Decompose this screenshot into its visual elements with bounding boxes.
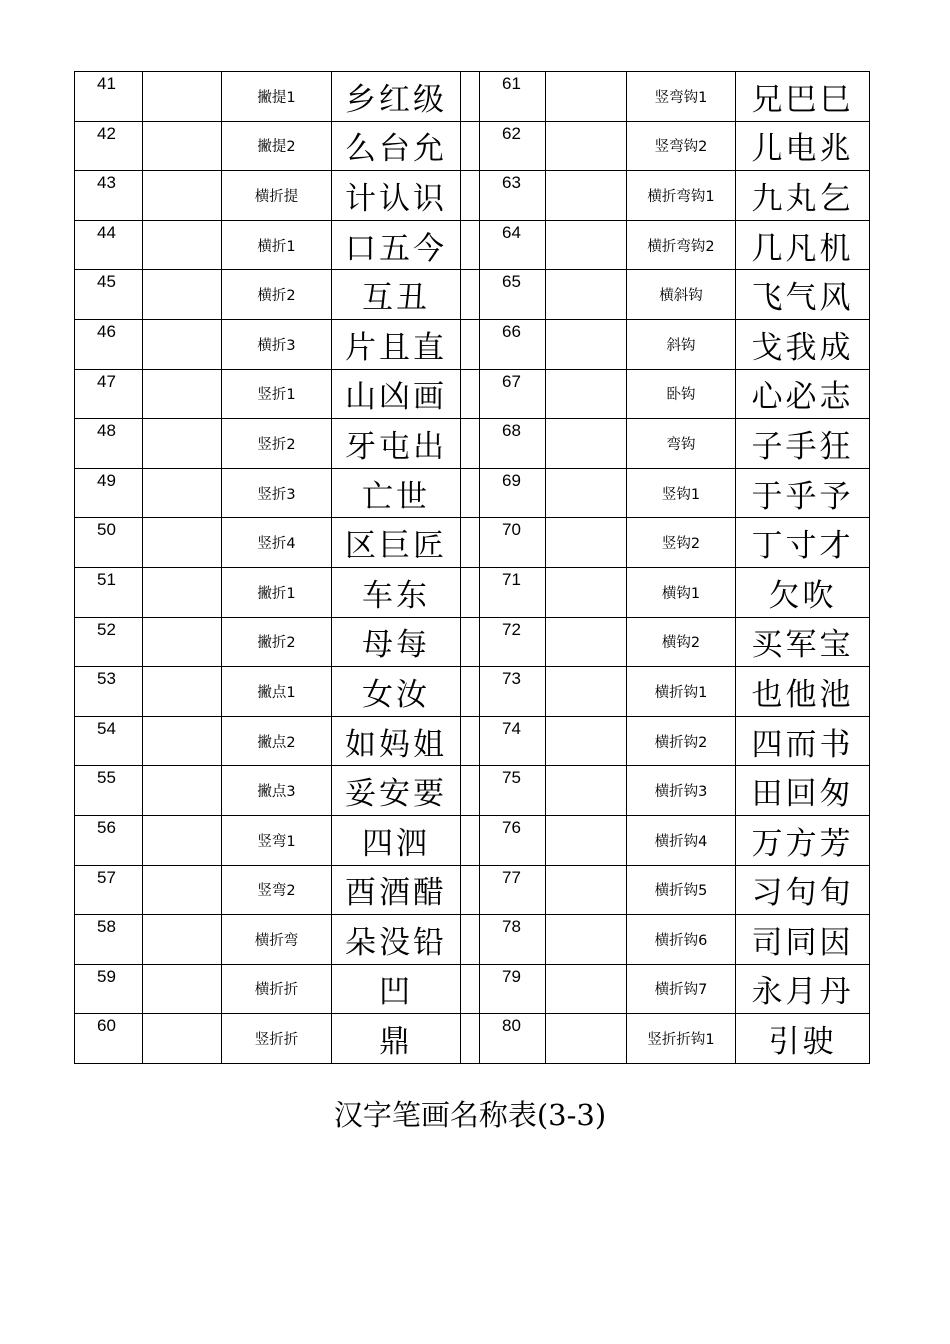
stroke-name-left: 撇点1 bbox=[222, 667, 332, 717]
example-chars-right: 飞气风 bbox=[736, 270, 870, 320]
stroke-number-right: 71 bbox=[480, 567, 546, 617]
column-gap bbox=[461, 419, 480, 469]
stroke-number-left: 59 bbox=[75, 964, 143, 1014]
blank-cell-left bbox=[143, 468, 222, 518]
stroke-number-left: 50 bbox=[75, 518, 143, 568]
table-row bbox=[75, 567, 870, 617]
table-row bbox=[75, 171, 870, 221]
blank-cell-right bbox=[546, 419, 627, 469]
example-chars-right: 兄巴巳 bbox=[736, 72, 870, 122]
stroke-name-right: 弯钩 bbox=[627, 419, 736, 469]
stroke-number-right: 61 bbox=[480, 72, 546, 122]
table-row bbox=[75, 766, 870, 816]
blank-cell-right bbox=[546, 716, 627, 766]
stroke-number-right: 80 bbox=[480, 1014, 546, 1064]
stroke-number-left: 60 bbox=[75, 1014, 143, 1064]
stroke-name-left: 撇折1 bbox=[222, 567, 332, 617]
stroke-name-right: 横折钩7 bbox=[627, 964, 736, 1014]
example-chars-left: 母每 bbox=[332, 617, 461, 667]
example-chars-right: 买军宝 bbox=[736, 617, 870, 667]
blank-cell-right bbox=[546, 270, 627, 320]
stroke-name-left: 横折折 bbox=[222, 964, 332, 1014]
example-chars-left: 凹 bbox=[332, 964, 461, 1014]
example-chars-left: 牙屯出 bbox=[332, 419, 461, 469]
stroke-number-right: 75 bbox=[480, 766, 546, 816]
blank-cell-right bbox=[546, 766, 627, 816]
stroke-number-left: 49 bbox=[75, 468, 143, 518]
blank-cell-right bbox=[546, 815, 627, 865]
blank-cell-right bbox=[546, 915, 627, 965]
stroke-number-right: 79 bbox=[480, 964, 546, 1014]
table-row bbox=[75, 1014, 870, 1064]
stroke-name-left: 撇折2 bbox=[222, 617, 332, 667]
stroke-number-right: 67 bbox=[480, 369, 546, 419]
column-gap bbox=[461, 1014, 480, 1064]
stroke-name-left: 横折3 bbox=[222, 319, 332, 369]
blank-cell-right bbox=[546, 964, 627, 1014]
blank-cell-left bbox=[143, 518, 222, 568]
stroke-name-left: 竖弯1 bbox=[222, 815, 332, 865]
stroke-number-left: 53 bbox=[75, 667, 143, 717]
stroke-name-right: 横折钩1 bbox=[627, 667, 736, 717]
stroke-number-left: 45 bbox=[75, 270, 143, 320]
stroke-name-right: 竖钩1 bbox=[627, 468, 736, 518]
column-gap bbox=[461, 617, 480, 667]
stroke-name-right: 横斜钩 bbox=[627, 270, 736, 320]
stroke-name-right: 横钩2 bbox=[627, 617, 736, 667]
stroke-number-left: 54 bbox=[75, 716, 143, 766]
table-row bbox=[75, 915, 870, 965]
example-chars-left: 四泗 bbox=[332, 815, 461, 865]
table-row bbox=[75, 270, 870, 320]
stroke-name-right: 卧钩 bbox=[627, 369, 736, 419]
stroke-name-right: 竖弯钩1 bbox=[627, 72, 736, 122]
stroke-number-right: 73 bbox=[480, 667, 546, 717]
stroke-number-left: 46 bbox=[75, 319, 143, 369]
stroke-name-right: 横折钩5 bbox=[627, 865, 736, 915]
example-chars-right: 习句旬 bbox=[736, 865, 870, 915]
example-chars-left: 口五今 bbox=[332, 220, 461, 270]
example-chars-right: 万方芳 bbox=[736, 815, 870, 865]
stroke-name-left: 竖折1 bbox=[222, 369, 332, 419]
example-chars-left: 互丑 bbox=[332, 270, 461, 320]
column-gap bbox=[461, 815, 480, 865]
stroke-number-left: 43 bbox=[75, 171, 143, 221]
blank-cell-left bbox=[143, 1014, 222, 1064]
stroke-number-right: 78 bbox=[480, 915, 546, 965]
stroke-name-table bbox=[74, 71, 870, 1064]
example-chars-left: 区巨匠 bbox=[332, 518, 461, 568]
blank-cell-right bbox=[546, 171, 627, 221]
stroke-number-left: 56 bbox=[75, 815, 143, 865]
blank-cell-left bbox=[143, 72, 222, 122]
example-chars-left: 如妈姐 bbox=[332, 716, 461, 766]
stroke-name-right: 竖折折钩1 bbox=[627, 1014, 736, 1064]
column-gap bbox=[461, 964, 480, 1014]
blank-cell-left bbox=[143, 220, 222, 270]
example-chars-left: 山凶画 bbox=[332, 369, 461, 419]
stroke-name-right: 斜钩 bbox=[627, 319, 736, 369]
example-chars-right: 四而书 bbox=[736, 716, 870, 766]
table-row bbox=[75, 617, 870, 667]
blank-cell-left bbox=[143, 815, 222, 865]
column-gap bbox=[461, 766, 480, 816]
column-gap bbox=[461, 667, 480, 717]
stroke-number-right: 70 bbox=[480, 518, 546, 568]
blank-cell-right bbox=[546, 72, 627, 122]
column-gap bbox=[461, 518, 480, 568]
stroke-number-left: 57 bbox=[75, 865, 143, 915]
column-gap bbox=[461, 468, 480, 518]
example-chars-right: 丁寸才 bbox=[736, 518, 870, 568]
blank-cell-right bbox=[546, 617, 627, 667]
blank-cell-left bbox=[143, 369, 222, 419]
blank-cell-left bbox=[143, 667, 222, 717]
blank-cell-right bbox=[546, 121, 627, 171]
blank-cell-left bbox=[143, 419, 222, 469]
stroke-number-right: 63 bbox=[480, 171, 546, 221]
blank-cell-right bbox=[546, 667, 627, 717]
column-gap bbox=[461, 220, 480, 270]
example-chars-right: 儿电兆 bbox=[736, 121, 870, 171]
stroke-number-right: 74 bbox=[480, 716, 546, 766]
stroke-number-left: 41 bbox=[75, 72, 143, 122]
column-gap bbox=[461, 72, 480, 122]
column-gap bbox=[461, 270, 480, 320]
stroke-number-left: 42 bbox=[75, 121, 143, 171]
table-row bbox=[75, 369, 870, 419]
blank-cell-right bbox=[546, 220, 627, 270]
table-row bbox=[75, 121, 870, 171]
blank-cell-left bbox=[143, 121, 222, 171]
stroke-name-left: 横折1 bbox=[222, 220, 332, 270]
stroke-number-right: 68 bbox=[480, 419, 546, 469]
stroke-name-left: 竖折折 bbox=[222, 1014, 332, 1064]
stroke-number-right: 77 bbox=[480, 865, 546, 915]
stroke-name-left: 撇点2 bbox=[222, 716, 332, 766]
stroke-name-left: 撇提2 bbox=[222, 121, 332, 171]
stroke-number-right: 66 bbox=[480, 319, 546, 369]
example-chars-right: 永月丹 bbox=[736, 964, 870, 1014]
stroke-number-right: 72 bbox=[480, 617, 546, 667]
table-row bbox=[75, 419, 870, 469]
stroke-number-left: 48 bbox=[75, 419, 143, 469]
blank-cell-left bbox=[143, 270, 222, 320]
example-chars-right: 引驶 bbox=[736, 1014, 870, 1064]
example-chars-right: 戈我成 bbox=[736, 319, 870, 369]
table-body bbox=[75, 72, 870, 1064]
blank-cell-left bbox=[143, 915, 222, 965]
example-chars-left: 么台允 bbox=[332, 121, 461, 171]
stroke-number-left: 47 bbox=[75, 369, 143, 419]
stroke-name-right: 横折钩2 bbox=[627, 716, 736, 766]
blank-cell-right bbox=[546, 319, 627, 369]
stroke-name-right: 竖钩2 bbox=[627, 518, 736, 568]
example-chars-right: 九丸乞 bbox=[736, 171, 870, 221]
example-chars-left: 亡世 bbox=[332, 468, 461, 518]
blank-cell-left bbox=[143, 865, 222, 915]
table-row bbox=[75, 468, 870, 518]
example-chars-right: 田回匆 bbox=[736, 766, 870, 816]
stroke-name-left: 竖弯2 bbox=[222, 865, 332, 915]
example-chars-right: 欠吹 bbox=[736, 567, 870, 617]
table-row bbox=[75, 518, 870, 568]
example-chars-left: 鼎 bbox=[332, 1014, 461, 1064]
stroke-name-right: 竖弯钩2 bbox=[627, 121, 736, 171]
example-chars-left: 乡红级 bbox=[332, 72, 461, 122]
example-chars-left: 片且直 bbox=[332, 319, 461, 369]
column-gap bbox=[461, 865, 480, 915]
example-chars-right: 子手狂 bbox=[736, 419, 870, 469]
example-chars-right: 司同因 bbox=[736, 915, 870, 965]
stroke-name-right: 横钩1 bbox=[627, 567, 736, 617]
column-gap bbox=[461, 915, 480, 965]
stroke-number-right: 69 bbox=[480, 468, 546, 518]
stroke-number-right: 64 bbox=[480, 220, 546, 270]
stroke-name-right: 横折弯钩1 bbox=[627, 171, 736, 221]
stroke-number-right: 62 bbox=[480, 121, 546, 171]
blank-cell-left bbox=[143, 964, 222, 1014]
example-chars-left: 女汝 bbox=[332, 667, 461, 717]
table-row bbox=[75, 815, 870, 865]
stroke-number-left: 52 bbox=[75, 617, 143, 667]
example-chars-right: 心必志 bbox=[736, 369, 870, 419]
stroke-name-left: 横折2 bbox=[222, 270, 332, 320]
stroke-name-left: 竖折4 bbox=[222, 518, 332, 568]
column-gap bbox=[461, 319, 480, 369]
blank-cell-right bbox=[546, 567, 627, 617]
stroke-name-left: 横折弯 bbox=[222, 915, 332, 965]
stroke-number-right: 76 bbox=[480, 815, 546, 865]
example-chars-left: 妥安要 bbox=[332, 766, 461, 816]
example-chars-left: 车东 bbox=[332, 567, 461, 617]
stroke-name-left: 撇提1 bbox=[222, 72, 332, 122]
stroke-name-left: 撇点3 bbox=[222, 766, 332, 816]
table-row bbox=[75, 716, 870, 766]
example-chars-left: 计认识 bbox=[332, 171, 461, 221]
column-gap bbox=[461, 171, 480, 221]
table-caption: 汉字笔画名称表(3-3) bbox=[333, 1098, 607, 1132]
column-gap bbox=[461, 369, 480, 419]
stroke-name-right: 横折钩6 bbox=[627, 915, 736, 965]
example-chars-right: 于乎予 bbox=[736, 468, 870, 518]
table-row bbox=[75, 667, 870, 717]
column-gap bbox=[461, 567, 480, 617]
blank-cell-left bbox=[143, 171, 222, 221]
example-chars-left: 酉酒醋 bbox=[332, 865, 461, 915]
blank-cell-left bbox=[143, 319, 222, 369]
blank-cell-right bbox=[546, 369, 627, 419]
column-gap bbox=[461, 121, 480, 171]
stroke-name-left: 竖折3 bbox=[222, 468, 332, 518]
stroke-number-left: 51 bbox=[75, 567, 143, 617]
stroke-name-left: 横折提 bbox=[222, 171, 332, 221]
stroke-name-left: 竖折2 bbox=[222, 419, 332, 469]
blank-cell-right bbox=[546, 865, 627, 915]
column-gap bbox=[461, 716, 480, 766]
blank-cell-right bbox=[546, 518, 627, 568]
blank-cell-right bbox=[546, 468, 627, 518]
table-row bbox=[75, 72, 870, 122]
blank-cell-left bbox=[143, 766, 222, 816]
stroke-number-left: 44 bbox=[75, 220, 143, 270]
stroke-number-right: 65 bbox=[480, 270, 546, 320]
stroke-name-right: 横折钩3 bbox=[627, 766, 736, 816]
table-row bbox=[75, 865, 870, 915]
blank-cell-left bbox=[143, 567, 222, 617]
blank-cell-left bbox=[143, 716, 222, 766]
blank-cell-right bbox=[546, 1014, 627, 1064]
blank-cell-left bbox=[143, 617, 222, 667]
table-row bbox=[75, 319, 870, 369]
example-chars-right: 也他池 bbox=[736, 667, 870, 717]
stroke-name-right: 横折弯钩2 bbox=[627, 220, 736, 270]
table-row bbox=[75, 220, 870, 270]
example-chars-left: 朵没铅 bbox=[332, 915, 461, 965]
table-row bbox=[75, 964, 870, 1014]
stroke-number-left: 55 bbox=[75, 766, 143, 816]
example-chars-right: 几凡机 bbox=[736, 220, 870, 270]
stroke-name-right: 横折钩4 bbox=[627, 815, 736, 865]
stroke-number-left: 58 bbox=[75, 915, 143, 965]
